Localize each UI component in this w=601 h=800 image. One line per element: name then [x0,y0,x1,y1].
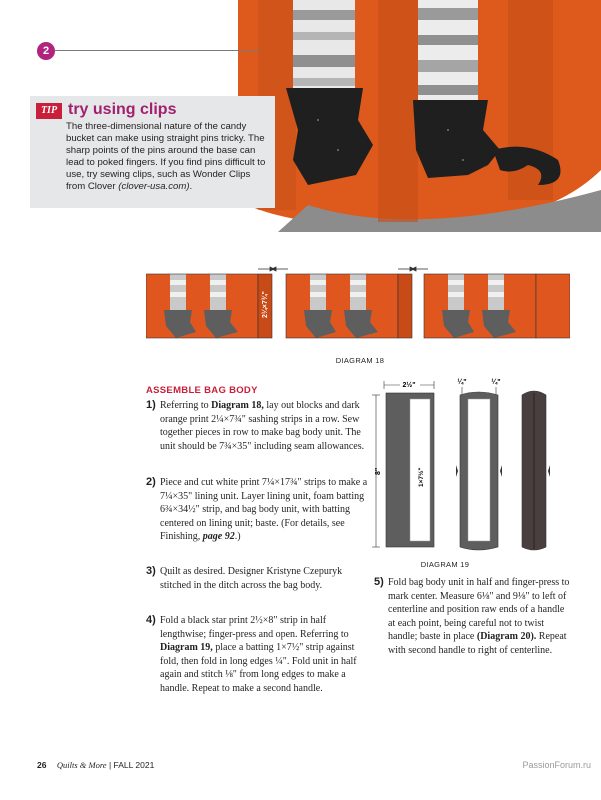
step-5-number: 5) [374,576,384,588]
step-divider [55,50,260,51]
step-5-text-a: Fold bag body unit in half and finger-press to mark center. Measure 6⅛" and 9⅛" to left of centerline and position raw ends of a handle at each point, being careful not to twist handle; baste in place [388,577,570,642]
tip-title: try using clips [68,101,177,118]
step-1-text-a: Referring to [160,400,212,411]
step-5-ref: (Diagram 20). [476,631,537,642]
diagram-19-width-label: 2½" [402,382,416,389]
page-number: 26 [37,760,47,770]
step-1-text-c: lay out blocks and dark orange print 2¼×7¾" sashing strips in a row. Sew together pieces in row to make bag body unit. The unit should be 7¾×35" including seam allowances. [160,400,365,452]
step-3-number: 3) [146,565,156,577]
diagram-18-sashing-label: 2¼×7¾" [262,291,269,318]
page-footer [37,760,154,770]
diagram-19-caption: DIAGRAM 19 [420,560,470,569]
diagram-18-graphic [146,266,570,346]
step-1 [146,399,370,453]
step-1-number: 1) [146,399,156,411]
step-2-text-a: Piece and cut white print 7¼×17¾" strips to make a 7¼×35" lining unit. Layer lining unit, foam batting 6¾×34½" strip, and bag body unit, with batting centered on lining unit; baste. (For details, see Finishing, [160,477,368,542]
step-4-text-c: place a batting 1×7½" strip against fold, then fold in long edges ¼". Fold unit in half again and stitch ⅛" from long edges to make a handle. Repeat to make a second handle. [160,642,357,694]
magazine-name: Quilts & More [56,760,107,770]
tip-tag: TIP [36,103,62,119]
step-5 [374,576,574,657]
step-2-text-c: .) [234,531,241,542]
step-badge: 2 [37,42,55,60]
step-3-text: Quilt as desired. Designer Kristyne Czepuryk stitched in the ditch across the bag body. [160,566,343,591]
diagram-19-quarter-left: ¼" [457,379,467,386]
step-4-text-a: Fold a black star print 2½×8" strip in half lengthwise; finger-press and open. Referring to [160,615,349,640]
diagram-18-end-piece [536,274,570,338]
tip-body-end: . [189,181,193,192]
step-2-number: 2) [146,476,156,488]
diagram-18 [146,266,570,346]
diagram-19-quarter-right: ¼" [491,379,501,386]
section-heading: ASSEMBLE BAG BODY [146,385,258,396]
step-3 [146,565,370,592]
diagram-19 [372,375,572,555]
step-1-ref: Diagram 18, [211,400,264,411]
diagram-18-block-3 [424,274,536,338]
diagram-18-sashing [398,274,412,338]
step-4 [146,614,370,695]
step-5-text-c: Repeat with second handle to right of centerline. [388,631,567,656]
step-2-page-ref[interactable]: page 92 [202,531,235,542]
diagram-19-strip-label: 1×7½" [418,467,425,487]
candy-bucket-photo [238,0,601,232]
diagram-18-arrows [258,267,428,271]
tip-link[interactable]: (clover-usa.com) [118,181,190,192]
diagram-18-caption: DIAGRAM 18 [335,356,385,365]
step-2 [146,476,370,544]
step-4-number: 4) [146,614,156,626]
tip-body-text: The three-dimensional nature of the candy bucket can make using straight pins tricky. The sharp points of the pins around the base can lead to poked fingers. If you find pins difficult to use, try sewing clips, such as Wonder Clips from Clover [66,121,266,192]
diagram-18-block-1 [146,274,258,338]
issue-label: | FALL 2021 [108,760,155,770]
tip-body [66,121,271,193]
step-4-ref: Diagram 19, [160,642,213,653]
watermark: PassionForum.ru [522,760,591,770]
diagram-18-block-2 [286,274,398,338]
candy-bucket-illustration [238,0,601,232]
diagram-19-height-label: 8" [375,467,382,475]
diagram-19-graphic [372,375,572,555]
